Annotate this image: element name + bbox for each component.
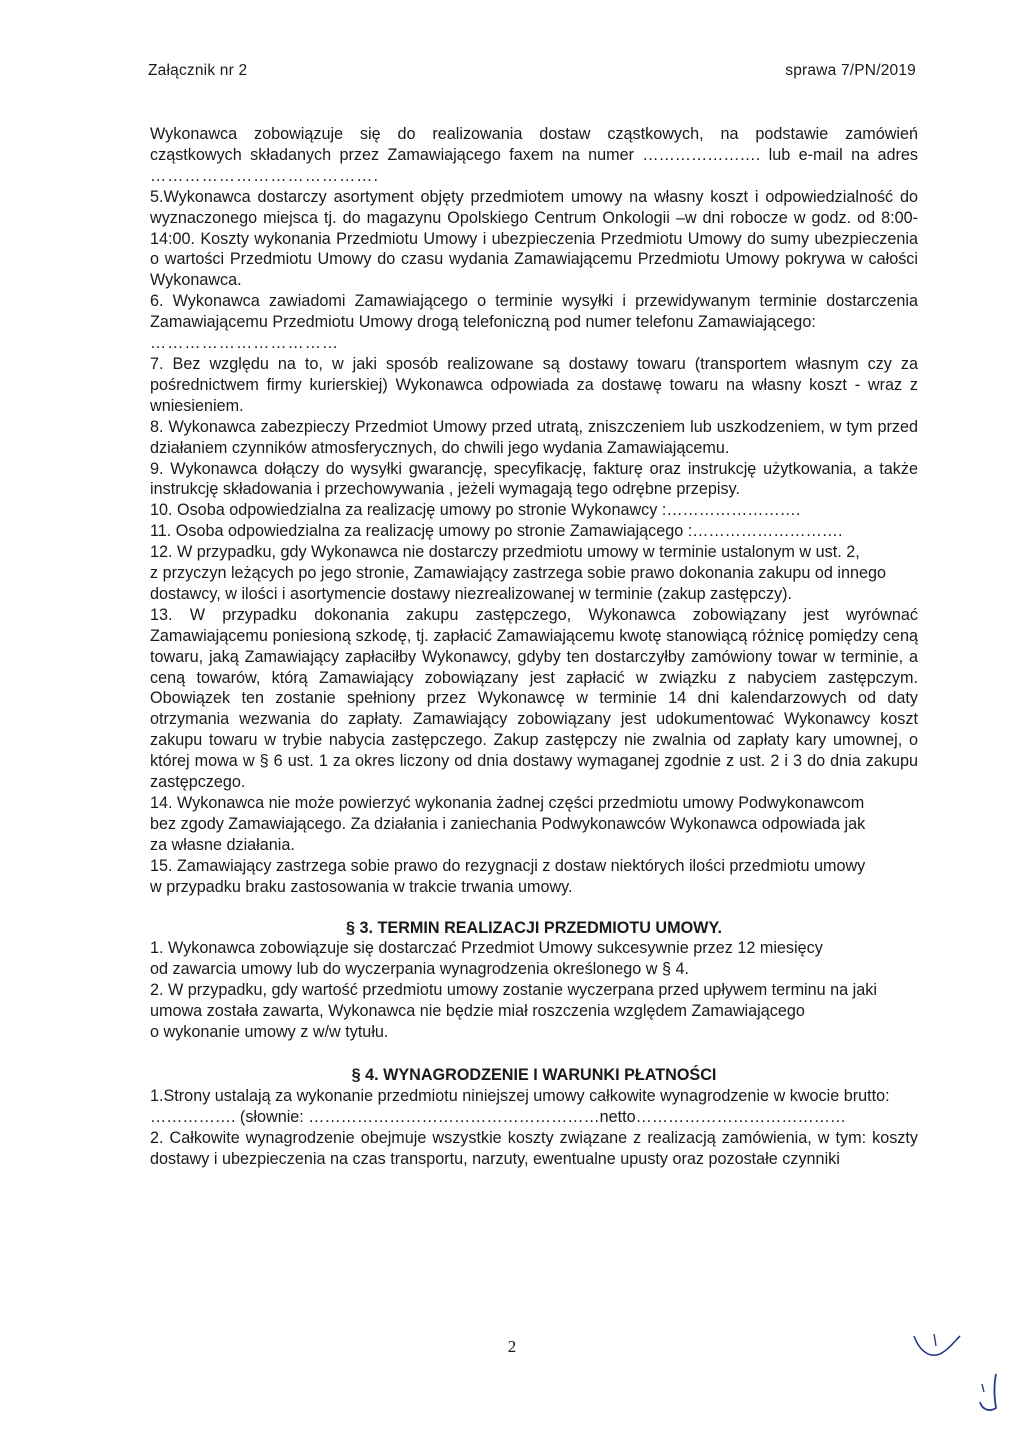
paragraph-9: 9. Wykonawca dołączy do wysyłki gwarancję, specyfikację, fakturę oraz instrukcję użytkowania, a także instrukcję składowania i przechowywania , jeżeli wymagają tego odrębne przepisy. [150, 459, 918, 499]
paragraph-14-line-2: bez zgody Zamawiającego. Za działania i zaniechania Podwykonawców Wykonawca odpowiada jak [150, 814, 866, 833]
paragraph-8: 8. Wykonawca zabezpieczy Przedmiot Umowy przed utratą, zniszczeniem lub uszkodzeniem, w tym przed działaniem czynników atmosferycznych, do chwili jego wydania Zamawiającemu. [150, 417, 918, 457]
section-3-title: § 3. TERMIN REALIZACJI PRZEDMIOTU UMOWY. [346, 918, 722, 937]
paragraph-7: 7. Bez względu na to, w jaki sposób realizowane są dostawy towaru (transportem własnym czy za pośrednictwem firmy kurierskiej) Wykonawca odpowiada za dostawę towaru na własny koszt - wraz z wniesieniem. [150, 354, 918, 415]
section-3-p2-line-3: o wykonanie umowy z w/w tytułu. [150, 1023, 389, 1042]
paragraph-15-line-1: 15. Zamawiający zastrzega sobie prawo do rezygnacji z dostaw niektórych ilości przedmiotu umowy [150, 856, 866, 875]
paragraph-5: 5.Wykonawca dostarczy asortyment objęty przedmiotem umowy na własny koszt i odpowiedzialność do wyznaczonego miejsca tj. do magazynu Opolskiego Centrum Onkologii –w dni robocze w godz. od 8:00-14:00. Koszty wykonania Przedmiotu Umowy i ubezpieczenia Przedmiotu Umowy do sumy ubezpieczenia o wartości Przedmiotu Umowy do czasu wydania Zamawiającemu Przedmiotu Umowy pokrywa w całości Wykonawca. [150, 187, 918, 290]
document-body [150, 124, 918, 1170]
paragraph-12-line-3: dostawcy, w ilości i asortymencie dostawy niezrealizowanej w terminie (zakup zastępczy). [150, 584, 793, 603]
section-4-title: § 4. WYNAGRODZENIE I WARUNKI PŁATNOŚCI [351, 1065, 717, 1084]
paragraph-10: 10. Osoba odpowiedzialna za realizację umowy po stronie Wykonawcy :……………………. [150, 501, 801, 520]
intro-line-1: Wykonawca zobowiązuje się do realizowania dostaw cząstkowych, na podstawie zamówień [150, 125, 918, 143]
intro-line-3: …………………………………. [150, 166, 379, 185]
section-4-p1-line-1: 1.Strony ustalają za wykonanie przedmiotu niniejszej umowy całkowite wynagrodzenie w kwocie brutto: [150, 1086, 890, 1105]
paragraph-15-line-2: w przypadku braku zastosowania w trakcie trwania umowy. [150, 877, 573, 896]
section-4-p1-line-2: ……………. (słownie: ………………………………………………netto………………………………… [150, 1107, 847, 1126]
section-4-paragraph-2: 2. Całkowite wynagrodzenie obejmuje wszystkie koszty związane z realizacją zamówienia, w tym: koszty dostawy i ubezpieczenia na czas transportu, narzuty, ewentualne upusty oraz pozostałe czynniki [150, 1128, 918, 1168]
page-header [148, 62, 916, 80]
paragraph-14-line-1: 14. Wykonawca nie może powierzyć wykonania żadnej części przedmiotu umowy Podwykonawcom [150, 794, 865, 812]
paragraph-14-line-3: za własne działania. [150, 835, 295, 854]
initials-mark-top [900, 1328, 970, 1368]
section-3-p1-line-2: od zawarcia umowy lub do wyczerpania wynagrodzenia określonego w § 4. [150, 960, 689, 979]
intro-line-2: cząstkowych składanych przez Zamawiającego faxem na numer …………………. lub e-mail na adres [150, 145, 918, 164]
paragraph-6: 6. Wykonawca zawiadomi Zamawiającego o terminie wysyłki i przewidywanym terminie dostarczenia Zamawiającemu Przedmiotu Umowy drogą telefoniczną pod numer telefonu Zamawiającego: [150, 292, 918, 332]
paragraph-11: 11. Osoba odpowiedzialna za realizację umowy po stronie Zamawiającego :………………………. [150, 522, 843, 541]
section-3-p1-line-1: 1. Wykonawca zobowiązuje się dostarczać Przedmiot Umowy sukcesywnie przez 12 miesięcy [150, 939, 823, 958]
paragraph-6-dots: …………………………… [150, 334, 340, 353]
initials-mark-bottom [970, 1370, 1010, 1420]
page-number: 2 [507, 1337, 517, 1356]
attachment-label: Załącznik nr 2 [148, 62, 248, 79]
case-number: sprawa 7/PN/2019 [785, 62, 916, 79]
paragraph-13: 13. W przypadku dokonania zakupu zastępczego, Wykonawca zobowiązany jest wyrównać Zamawiającemu poniesioną szkodę, tj. zapłacić Zamawiającemu kwotę stanowiącą różnicę pomiędzy ceną towaru, jaką Zamawiający zapłaciłby Wykonawcy, gdyby ten dostarczyłby zamówiony towar w terminie, a ceną towarów, którą Zamawiający zobowiązany jest zapłacić w związku z nabyciem zastępczym. Obowiązek ten zostanie spełniony przez Wykonawcę w terminie 14 dni kalendarzowych od daty otrzymania wezwania do zapłaty. Zamawiający zobowiązany jest udokumentować Wykonawcy koszt zakupu towaru w trybie nabycia zastępczego. Zakup zastępczy nie zwalnia od zapłaty kary umownej, o której mowa w § 6 ust. 1 za okres liczony od dnia dostawy wymaganej zgodnie z ust. 2 i 3 do dnia zakupu zastępczego. [150, 605, 918, 792]
section-3-p2-line-2: umowa została zawarta, Wykonawca nie będzie miał roszczenia względem Zamawiającego [150, 1002, 805, 1021]
paragraph-12-line-1: 12. W przypadku, gdy Wykonawca nie dostarczy przedmiotu umowy w terminie ustalonym w ust. 2, [150, 543, 860, 562]
paragraph-12-line-2: z przyczyn leżących po jego stronie, Zamawiający zastrzega sobie prawo dokonania zakupu od innego [150, 564, 887, 583]
section-3-p2-line-1: 2. W przypadku, gdy wartość przedmiotu umowy zostanie wyczerpana przed upływem terminu na jaki [150, 981, 877, 1000]
